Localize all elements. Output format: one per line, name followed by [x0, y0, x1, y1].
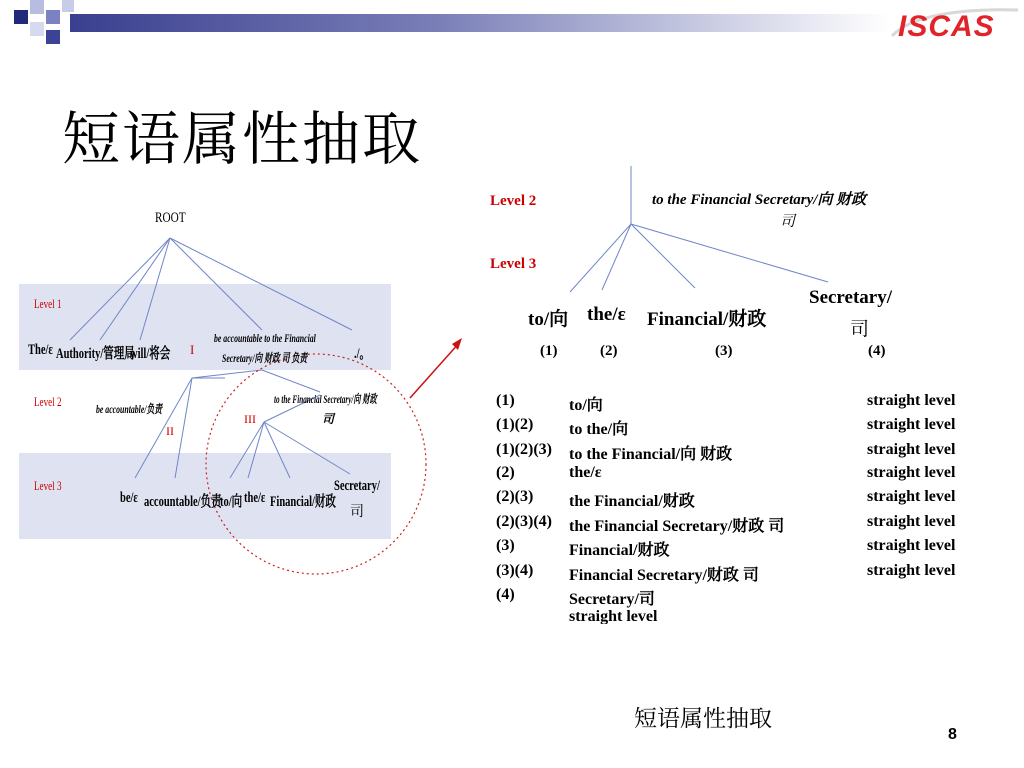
- right-index-4: (4): [868, 343, 886, 359]
- table-trailing-row: [496, 608, 996, 624]
- marker-ii: II: [166, 424, 174, 438]
- left-word-the-3: the/ε: [244, 490, 266, 506]
- table-row: [496, 464, 996, 486]
- row-attribute: straight level: [867, 464, 956, 481]
- left-word-accountable: accountable/负责: [144, 494, 222, 510]
- right-word-secretary-1: Secretary/: [809, 287, 892, 308]
- table-row: [496, 392, 996, 414]
- left-level1-label: Level 1: [34, 296, 62, 311]
- row-attribute: straight level: [867, 416, 956, 433]
- right-word-the: the/ε: [587, 304, 626, 325]
- left-word-authority: Authority/管理局: [56, 346, 135, 362]
- right-index-2: (2): [600, 343, 618, 359]
- row-phrase: the Financial Secretary/财政 司: [569, 518, 785, 535]
- left-level3-label: Level 3: [34, 478, 62, 493]
- marker-i: I: [190, 342, 195, 357]
- table-row: [496, 537, 996, 559]
- row-attribute: straight level: [867, 441, 956, 458]
- row-phrase: Financial Secretary/财政 司: [569, 567, 759, 584]
- right-word-financial: Financial/财政: [647, 309, 767, 330]
- row-attribute: straight level: [867, 513, 956, 530]
- row-index: (3)(4): [496, 562, 534, 579]
- left-phrase-accountable-1: be accountable to the Financial: [214, 331, 316, 345]
- row-index: (1)(2)(3): [496, 441, 552, 458]
- slide-title: 短语属性抽取: [62, 105, 423, 173]
- left-word-secretary-2: 司: [350, 505, 364, 520]
- left-word-secretary-1: Secretary/: [334, 478, 380, 494]
- row-phrase: Secretary/司: [569, 591, 655, 608]
- row-index: (2)(3): [496, 488, 534, 505]
- right-index-1: (1): [540, 343, 558, 359]
- row-attribute: straight level: [867, 488, 956, 505]
- right-level3-label: Level 3: [490, 256, 537, 272]
- left-word-financial: Financial/财政: [270, 494, 336, 510]
- left-word-the: The/ε: [28, 342, 53, 358]
- right-index-3: (3): [715, 343, 733, 359]
- table-row: [496, 441, 996, 463]
- root-label: ROOT: [155, 210, 186, 226]
- logo-text: ISCAS: [898, 10, 995, 43]
- row-index: (4): [496, 586, 515, 603]
- left-word-to: to/向: [220, 494, 243, 510]
- table-row: [496, 513, 996, 535]
- left-level2-label: Level 2: [34, 394, 62, 409]
- row-phrase: to the/向: [569, 421, 629, 438]
- left-end-punct: ./。: [354, 346, 371, 362]
- row-phrase: to the Financial/向 财政: [569, 446, 733, 463]
- row-phrase: Financial/财政: [569, 542, 670, 559]
- row-phrase: the Financial/财政: [569, 493, 695, 510]
- trailing-attribute: straight level: [569, 608, 658, 624]
- row-index: (1)(2): [496, 416, 534, 433]
- left-phrase-financial-1: to the Financial Secretary/向 财政: [274, 392, 377, 406]
- row-index: (2): [496, 464, 515, 481]
- row-phrase: the/ε: [569, 464, 602, 481]
- footer-caption: 短语属性抽取: [634, 706, 772, 732]
- row-index: (2)(3)(4): [496, 513, 552, 530]
- right-phrase-line1: to the Financial Secretary/向 财政: [652, 192, 867, 208]
- right-phrase-line2: 司: [780, 214, 796, 230]
- left-phrase-be-accountable: be accountable/负责: [96, 402, 163, 416]
- row-index: (1): [496, 392, 515, 409]
- left-word-will: will/将会: [130, 346, 171, 362]
- table-row: [496, 562, 996, 584]
- right-level2-label: Level 2: [490, 193, 537, 209]
- table-row: [496, 488, 996, 510]
- left-word-be: be/ε: [120, 490, 138, 506]
- row-phrase: to/向: [569, 397, 603, 414]
- page-number: 8: [948, 726, 957, 743]
- marker-iii: III: [244, 412, 256, 426]
- table-row: [496, 586, 996, 608]
- row-index: (3): [496, 537, 515, 554]
- table-row: [496, 416, 996, 438]
- row-attribute: straight level: [867, 537, 956, 554]
- right-word-to: to/向: [528, 309, 569, 330]
- left-phrase-financial-2: 司: [322, 412, 335, 426]
- left-phrase-accountable-2: Secretary/向 财政 司 负责: [222, 351, 308, 365]
- row-attribute: straight level: [867, 392, 956, 409]
- right-word-secretary-2: 司: [850, 319, 870, 340]
- row-attribute: straight level: [867, 562, 956, 579]
